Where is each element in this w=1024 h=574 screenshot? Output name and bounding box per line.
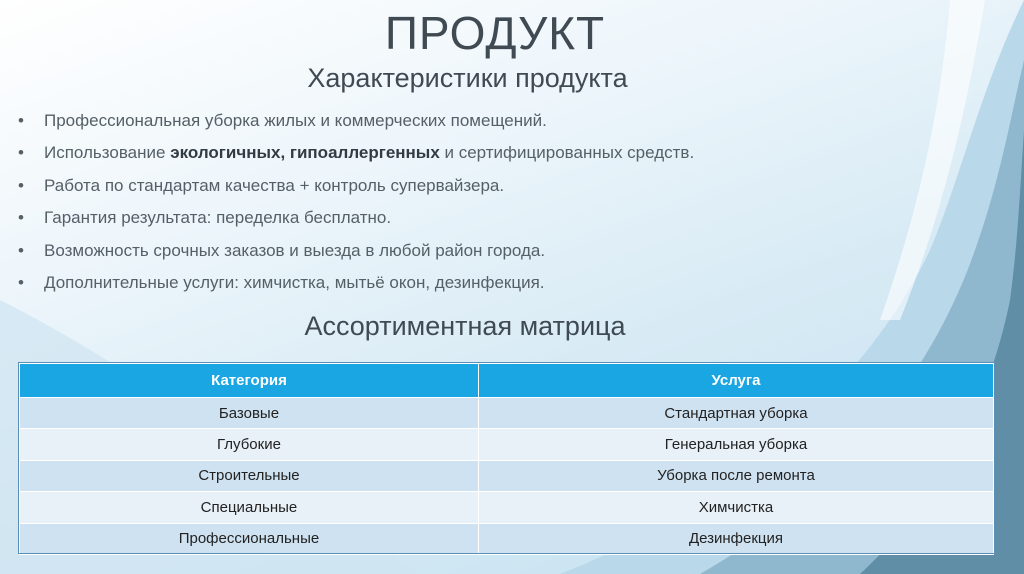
list-item: • Работа по стандартам качества + контроль супервайзера. [18,172,694,204]
cell-category: Специальные [20,492,479,523]
section-heading-matrix: Ассортиментная матрица [304,311,626,341]
cell-service: Дезинфекция [478,523,993,554]
section-heading-characteristics: Характеристики продукта [307,63,628,93]
bullet-icon: • [18,143,24,163]
bullet-icon: • [18,272,24,292]
table-row [20,398,994,429]
cell-service: Генеральная уборка [478,429,993,460]
column-header-service: Услуга [478,364,993,398]
table-row [20,460,994,491]
bullet-icon: • [18,208,24,228]
cell-service: Химчистка [478,492,993,523]
cell-service: Уборка после ремонта [478,460,993,491]
list-item: • Гарантия результата: переделка бесплатно. [18,204,694,236]
bullet-icon: • [18,240,24,260]
characteristics-list [18,107,694,301]
page-title: ПРОДУКТ [384,7,606,59]
column-header-category: Категория [20,364,479,398]
bullet-icon: • [18,111,24,130]
table-header-row [20,364,994,398]
cell-category: Глубокие [20,429,479,460]
assortment-matrix-table [19,363,994,555]
cell-category: Строительные [20,460,479,491]
list-item: • Использование экологичных, гипоаллергенных и сертифицированных средств. [18,139,694,171]
table-row [20,492,994,523]
cell-service: Стандартная уборка [478,398,993,429]
list-item: • Дополнительные услуги: химчистка, мытьё окон, дезинфекция. [18,269,694,301]
cell-category: Базовые [20,398,479,429]
table-row [20,429,994,460]
table-row [20,523,994,554]
list-item: • Профессиональная уборка жилых и коммерческих помещений. [18,107,694,139]
list-item: • Возможность срочных заказов и выезда в любой район города. [18,237,694,269]
bullet-icon: • [18,175,24,195]
cell-category: Профессиональные [20,523,479,554]
